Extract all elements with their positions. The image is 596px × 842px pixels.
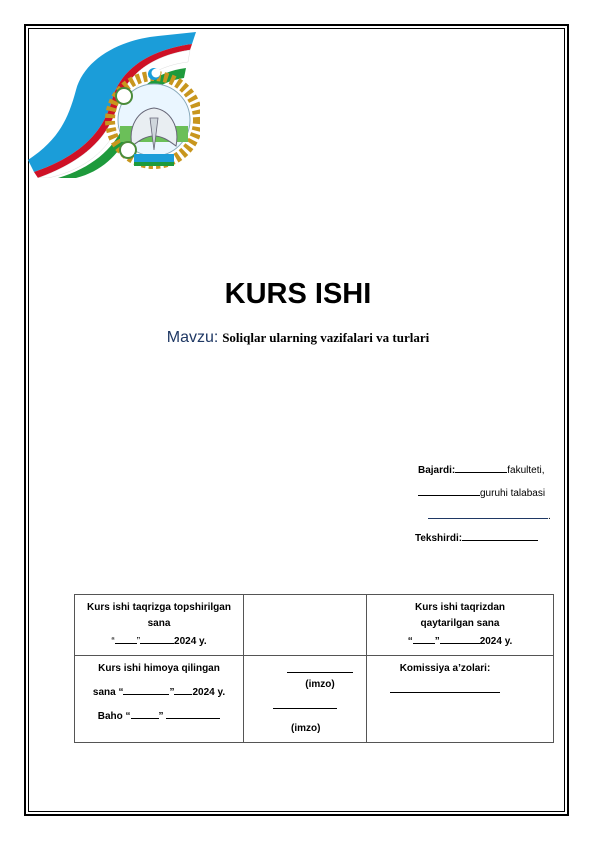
commission-cell (367, 656, 554, 743)
guruhi-line (418, 485, 545, 499)
signature-cell (244, 656, 367, 743)
uzbekistan-emblem-icon (28, 30, 200, 178)
defense-year: 2024 y. (192, 687, 226, 698)
defense-quote-close: ” (169, 687, 175, 698)
student-name-blank (428, 508, 548, 519)
signature-blank1 (287, 662, 353, 673)
bajardi-blank (455, 462, 507, 473)
baho-blank1 (131, 708, 159, 719)
baho-blank2 (166, 708, 220, 719)
defense-date-cell (75, 656, 244, 743)
guruhi-blank (418, 485, 480, 496)
return-quote-close: ” (434, 636, 440, 647)
submission-title-line2: sana (147, 618, 171, 629)
student-name-line (428, 508, 551, 522)
empty-cell (244, 595, 367, 656)
return-date-cell (367, 595, 554, 656)
student-period: . (548, 511, 551, 522)
baho-label: Baho “ (97, 711, 131, 722)
defense-title: Kurs ishi himoya qilingan (98, 663, 220, 674)
baho-line (78, 708, 240, 724)
submission-date-cell (75, 595, 244, 656)
tekshirdi-label: Tekshirdi: (415, 533, 463, 544)
imzo-label-1: (imzo) (305, 679, 335, 690)
commission-label: Komissiya a’zolari: (399, 663, 491, 674)
submission-month-blank (140, 633, 174, 644)
return-date-line (370, 633, 550, 649)
return-month-blank (440, 633, 480, 644)
defense-sana-label: sana “ (92, 687, 124, 698)
return-year: 2024 y. (479, 636, 513, 647)
return-title-line1: Kurs ishi taqrizdan (414, 602, 505, 613)
submission-day-blank (115, 633, 137, 644)
page-title: KURS ISHI (224, 278, 372, 310)
return-quote-open: “ (407, 636, 413, 647)
submission-title-line1: Kurs ishi taqrizga topshirilgan (87, 602, 231, 613)
bajardi-line (418, 462, 544, 476)
submission-quote-open: “ (111, 636, 115, 647)
signature-line1 (247, 662, 363, 692)
submission-date-line (78, 633, 240, 649)
defense-table (74, 594, 554, 743)
defense-month-blank (174, 684, 192, 695)
topic (0, 329, 596, 347)
tekshirdi-line (415, 530, 538, 544)
imzo-label-2: (imzo) (291, 723, 321, 734)
topic-label: Mavzu: (166, 329, 219, 346)
baho-quote-close: ” (158, 711, 164, 722)
signature-line2 (247, 698, 363, 714)
submission-year: 2024 y. (174, 636, 207, 647)
bajardi-label: Bajardi: (418, 465, 456, 476)
topic-text: Soliqlar ularning vazifalari va turlari (222, 330, 430, 345)
tekshirdi-blank (462, 530, 538, 541)
defense-date-line (78, 684, 240, 700)
return-title-line2: qaytarilgan sana (420, 618, 500, 629)
signature-blank2 (273, 698, 337, 709)
commission-line (370, 682, 550, 698)
fakulteti-text: fakulteti, (507, 465, 545, 476)
guruhi-text: guruhi talabasi (480, 488, 546, 499)
submission-quote-close: ” (136, 636, 141, 647)
return-day-blank (413, 633, 435, 644)
defense-day-blank (123, 684, 169, 695)
commission-blank (390, 682, 500, 693)
